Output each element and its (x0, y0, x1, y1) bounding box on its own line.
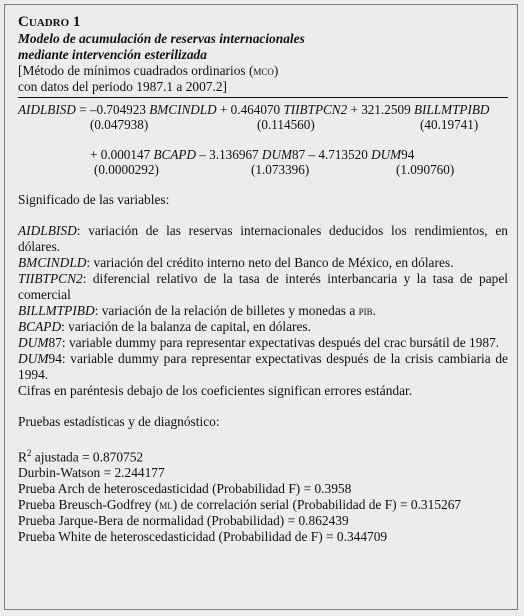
eq-term: – 3.136967 (195, 147, 262, 162)
var-name: TIIBTPCN2 (283, 102, 348, 117)
variable-name: DUM (18, 351, 49, 366)
variables-heading: Significado de las variables: (18, 192, 170, 207)
method-abbr: mco (253, 63, 274, 78)
variable-item (18, 303, 508, 319)
divider (18, 97, 508, 98)
std-errors-line2 (18, 162, 508, 177)
std-error: (40.19741) (420, 117, 479, 132)
table-title-line1: Modelo de acumulación de reservas internacionales (18, 31, 305, 46)
variable-desc: : variación de la balanza de capital, en dólares. (61, 319, 311, 334)
std-error: (1.073396) (251, 162, 310, 177)
stat-white: Prueba White de heteroscedasticidad (Probabilidad de F) = 0.344709 (18, 529, 388, 545)
variable-item (18, 319, 508, 335)
stat-r2-value: ajustada = 0.870752 (31, 449, 144, 465)
eq-term: + 321.2509 (347, 102, 414, 117)
method-text: [Método de mínimos cuadrados ordinarios ( (18, 63, 254, 78)
variable-desc: 87: variable dummy para representar expectativas después del crac bursátil de 1987. (48, 335, 500, 350)
stat-durbin-watson: Durbin-Watson = 2.244177 (18, 465, 165, 481)
variable-name: DUM (18, 335, 49, 350)
table-box (4, 4, 518, 610)
variable-desc: : variación de las reservas internacionales deducidos los rendimientos, en dólares. (18, 223, 508, 254)
stat-bg-abbr: ml (159, 497, 173, 513)
var-name: DUM (371, 147, 402, 162)
method-close: ) (273, 63, 279, 78)
method-line2: con datos del periodo 1987.1 a 2007.2] (18, 79, 227, 94)
eq-term: 94 (401, 147, 415, 162)
std-errors-line1 (18, 117, 508, 132)
variable-item (18, 223, 508, 255)
variable-name: BMCINDLD (18, 255, 87, 270)
method-line1 (18, 63, 508, 79)
variable-name: TIIBTPCN2 (18, 271, 83, 286)
stat-breusch-godfrey (18, 497, 508, 513)
eq-term: + 0.464070 (216, 102, 284, 117)
stat-r2-symbol: R (18, 449, 27, 465)
stat-bg-text: Prueba Breusch-Godfrey ( (18, 497, 160, 513)
eq-term: 87 – 4.713520 (291, 147, 372, 162)
var-name: BMCINDLD (149, 102, 217, 117)
table-label: Cuadro 1 (18, 14, 81, 30)
variable-desc: 94: variable dummy para representar expectativas después de la crisis cambiaria de 1994. (18, 351, 508, 382)
variable-tail: . (372, 303, 376, 318)
std-error: (0.047938) (90, 117, 149, 132)
variable-desc: : variación del crédito interno neto del Banco de México, en dólares. (86, 255, 454, 270)
stat-arch: Prueba Arch de heteroscedasticidad (Probabilidad F) = 0.3958 (18, 481, 352, 497)
var-name: BCAPD (153, 147, 196, 162)
var-name: DUM (261, 147, 292, 162)
tests-heading: Pruebas estadísticas y de diagnóstico: (18, 414, 220, 429)
variable-name: BCAPD (18, 319, 62, 334)
std-error-note: Cifras en paréntesis debajo de los coeficientes significan errores estándar. (18, 383, 413, 398)
table-content (18, 13, 508, 545)
variable-item (18, 351, 508, 383)
table-title-line2: mediante intervención esterilizada (18, 47, 207, 62)
stat-r2-sup: 2 (26, 448, 32, 458)
var-name: BILLMTPIBD (413, 102, 490, 117)
stat-bg-value: ) de correlación serial (Probabilidad de F) = 0.315267 (172, 497, 462, 513)
variable-item (18, 271, 508, 303)
equation-line2 (18, 147, 508, 162)
equation-line1 (18, 102, 508, 117)
variable-item (18, 255, 508, 271)
var-dep: AIDLBISD (18, 102, 76, 117)
std-error: (1.090760) (396, 162, 455, 177)
variable-name: BILLMTPIBD (18, 303, 95, 318)
eq-term: = –0.704923 (75, 102, 150, 117)
stat-jarque-bera: Prueba Jarque-Bera de normalidad (Probabilidad) = 0.862439 (18, 513, 349, 529)
std-error: (0.0000292) (94, 162, 159, 177)
variable-desc: : variación de la relación de billetes y monedas a (94, 303, 359, 318)
variable-abbr: pib (358, 303, 373, 318)
stat-r2 (18, 445, 508, 465)
variable-item (18, 335, 508, 351)
variable-name: AIDLBISD (18, 223, 77, 238)
eq-term: + 0.000147 (90, 147, 154, 162)
variable-desc: : diferencial relativo de la tasa de interés interbancaria y la tasa de papel comercial (18, 271, 508, 302)
std-error: (0.114560) (257, 117, 315, 132)
